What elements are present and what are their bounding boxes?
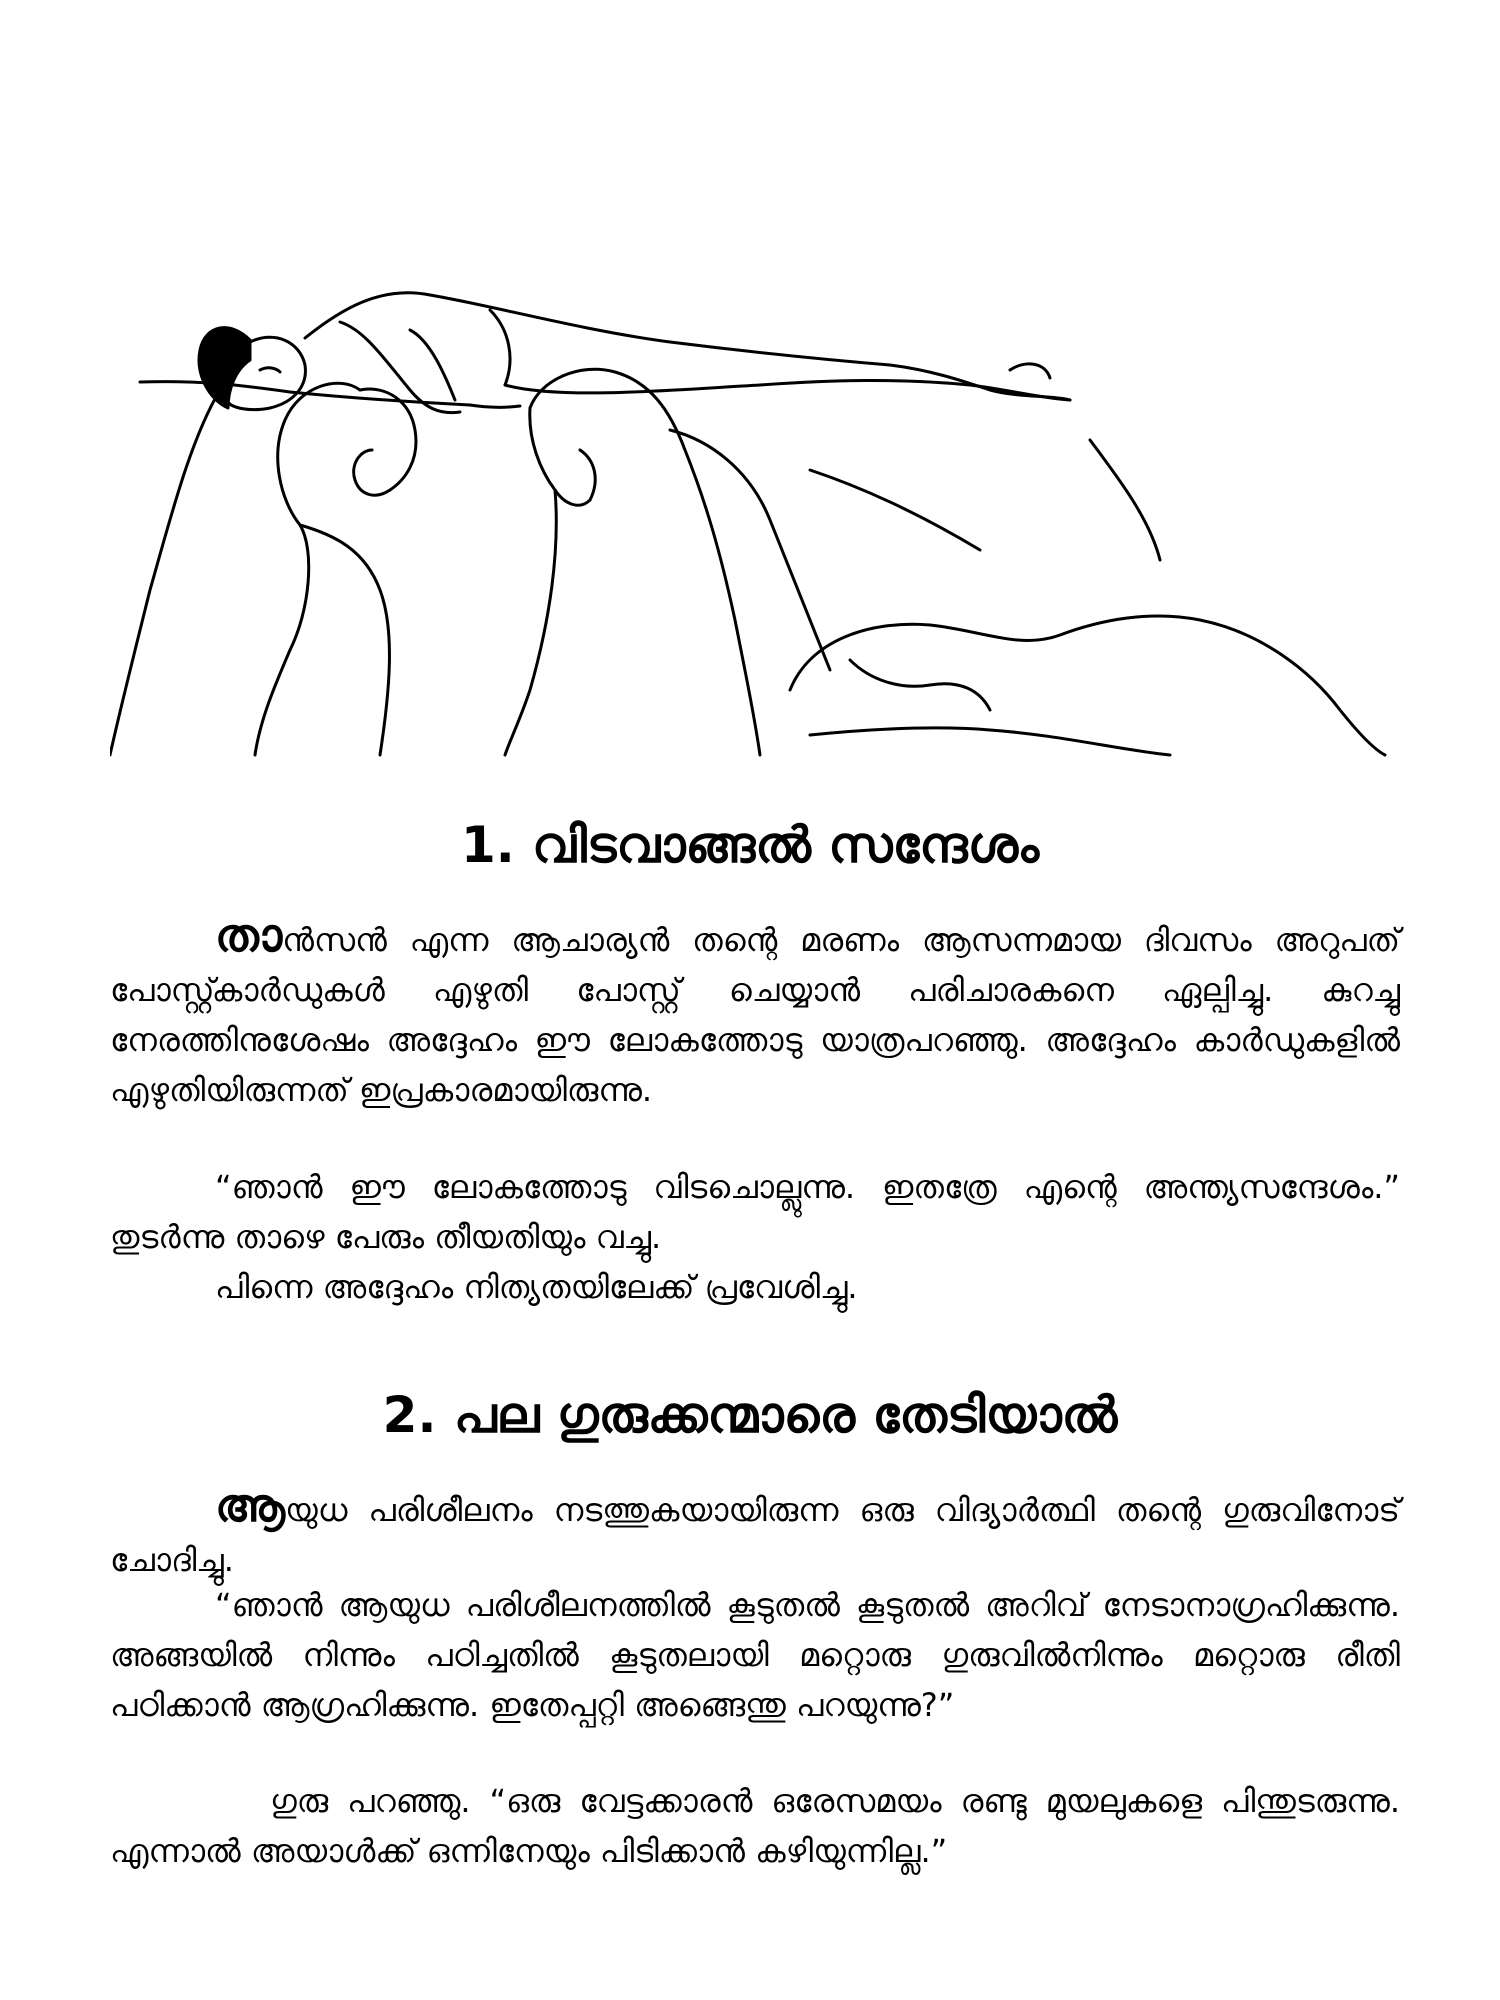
section-2-paragraph-1 <box>110 1480 1400 1585</box>
section-1-paragraph-1 <box>110 910 1400 1115</box>
section-1-paragraph-2: “ഞാൻ ഈ ലോകത്തോടു വിടചൊല്ലുന്നു. ഇതത്രേ എന്റെ അന്ത്യസന്ദേശം.” തുടർന്നു താഴെ പേരും തീയതിയും വച്ചു. <box>110 1168 1400 1256</box>
section-1-paragraph-3: പിന്നെ അദ്ദേഹം നിത്യതയിലേക്ക് പ്രവേശിച്ചു. <box>215 1268 858 1306</box>
prostrate-figure <box>790 616 1385 755</box>
dropcap: താ <box>215 908 283 962</box>
paragraph-text: ൻസൻ എന്ന ആചാര്യൻ തന്റെ മരണം ആസന്നമായ ദിവസം അറുപത് പോസ്റ്റ്കാർഡുകൾ എഴുതി പോസ്റ്റ് ചെയ്യാൻ പരിചാരകനെ ഏല്പിച്ചു. കുറച്ചു നേരത്തിനുശേഷം അദ്ദേഹം ഈ ലോകത്തോടു യാത്രപറഞ്ഞു. അദ്ദേഹം കാർഡുകളിൽ എഴുതിയിരുന്നത് ഇപ്രകാരമായിരുന്നു. <box>110 921 1400 1109</box>
disciple-left <box>255 383 360 755</box>
section-1-heading: 1. വിടവാങ്ങൽ സന്ദേശം <box>460 816 1040 874</box>
disciple-middle <box>530 369 760 755</box>
hair <box>199 328 250 408</box>
section-2-paragraph-3: ഗുരു പറഞ്ഞു. “ഒരു വേട്ടക്കാരൻ ഒരേസമയം രണ്ടു മുയലുകളെ പിന്തുടരുന്നു. എന്നാൽ അയാൾക്ക് ഒന്നിനേയും പിടിക്കാൻ കഴിയുന്നില്ല.” <box>110 1782 1400 1870</box>
line-drawing-illustration <box>110 290 1400 760</box>
dropcap: ആ <box>215 1478 286 1532</box>
section-2-heading: 2. പല ഗുരുക്കന്മാരെ തേടിയാൽ <box>382 1386 1118 1444</box>
section-2-paragraph-2: “ഞാൻ ആയുധ പരിശീലനത്തിൽ കൂടുതൽ കൂടുതൽ അറിവ് നേടാനാഗ്രഹിക്കുന്നു. അങ്ങയിൽ നിന്നും പഠിച്ചതിൽ കൂടുതലായി മറ്റൊരു ഗുരുവിൽനിന്നും മറ്റൊരു രീതി പഠിക്കാൻ ആഗ്രഹിക്കുന്നു. ഇതേപ്പറ്റി അങ്ങെന്തു പറയുന്നു?” <box>110 1586 1400 1724</box>
paragraph-text: യുധ പരിശീലനം നടത്തുകയായിരുന്ന ഒരു വിദ്യാർത്ഥി തന്റെ ഗുരുവിനോട് ചോദിച്ചു. <box>110 1491 1400 1579</box>
